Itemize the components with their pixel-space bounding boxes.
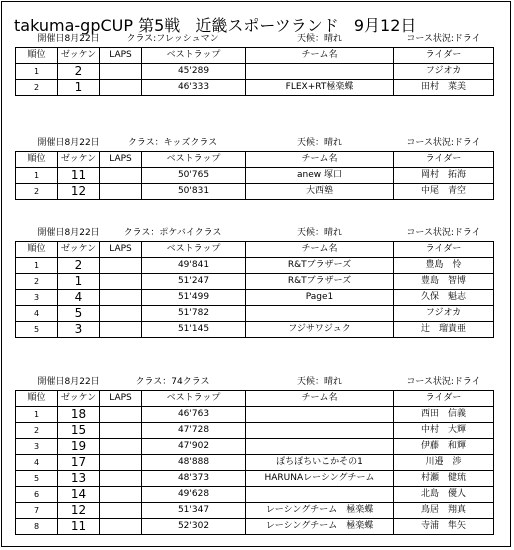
header-rider: ライダー (394, 391, 494, 407)
result-row (16, 471, 494, 487)
cell-laps (100, 407, 142, 423)
cell-team (246, 306, 394, 322)
course-condition: コース状況:ドライ (406, 377, 481, 387)
cell-pos: 5 (16, 322, 58, 338)
cell-num: 15 (58, 423, 100, 439)
race-info-row (16, 375, 494, 391)
event-venue: 近畿スポーツランド (195, 16, 339, 35)
cell-rider: フジオカ (394, 64, 494, 80)
cell-best: 50'831 (142, 184, 246, 200)
cell-best: 49'841 (142, 258, 246, 274)
cell-pos: 1 (16, 64, 58, 80)
cell-best: 45'289 (142, 64, 246, 80)
event-round: 第5戦 (138, 16, 181, 35)
cell-rider: 村瀬 健琉 (394, 471, 494, 487)
race-weather: 天候：晴れ (297, 377, 343, 387)
cell-best: 51'247 (142, 274, 246, 290)
cell-best: 49'628 (142, 487, 246, 503)
results-table (15, 136, 494, 200)
cell-best: 47'902 (142, 439, 246, 455)
cell-num: 1 (58, 274, 100, 290)
race-results-pokebike (15, 226, 493, 338)
cell-team (246, 407, 394, 423)
cell-pos: 4 (16, 455, 58, 471)
header-rank: 順位 (16, 391, 58, 407)
cell-rider: 川邉 渉 (394, 455, 494, 471)
header-team: チーム名 (246, 391, 394, 407)
header-rank: 順位 (16, 152, 58, 168)
cell-best: 51'145 (142, 322, 246, 338)
result-row (16, 274, 494, 290)
cell-num: 14 (58, 487, 100, 503)
race-class: クラス：キッズクラス (127, 138, 218, 148)
cell-best: 48'373 (142, 471, 246, 487)
cell-team (246, 423, 394, 439)
header-rider: ライダー (394, 242, 494, 258)
cell-pos: 5 (16, 471, 58, 487)
cell-best: 46'333 (142, 80, 246, 96)
course-condition: コース状況:ドライ (406, 138, 481, 148)
cell-team: ぽちぽちいこかその1 (246, 455, 394, 471)
header-number: ゼッケン (58, 391, 100, 407)
result-row (16, 407, 494, 423)
cell-pos: 4 (16, 306, 58, 322)
cell-best: 47'728 (142, 423, 246, 439)
result-row (16, 519, 494, 535)
cell-team: レーシングチーム 極楽蝶 (246, 519, 394, 535)
results-table (15, 375, 494, 535)
cell-rider: 北島 優人 (394, 487, 494, 503)
header-laps: LAPS (100, 391, 142, 407)
cell-num: 13 (58, 471, 100, 487)
cell-pos: 2 (16, 80, 58, 96)
cell-laps (100, 168, 142, 184)
header-number: ゼッケン (58, 152, 100, 168)
race-date: 開催日8月22日 (37, 34, 100, 44)
cell-laps (100, 439, 142, 455)
cell-num: 4 (58, 290, 100, 306)
cell-laps (100, 423, 142, 439)
header-laps: LAPS (100, 152, 142, 168)
cell-rider: 西田 信義 (394, 407, 494, 423)
cell-num: 17 (58, 455, 100, 471)
cell-best: 46'763 (142, 407, 246, 423)
header-best-lap: ベストラップ (142, 242, 246, 258)
header-best-lap: ベストラップ (142, 48, 246, 64)
cell-rider: 鳥居 翔真 (394, 503, 494, 519)
cell-laps (100, 503, 142, 519)
column-header-row (16, 242, 494, 258)
cell-best: 48'888 (142, 455, 246, 471)
result-row (16, 290, 494, 306)
header-laps: LAPS (100, 242, 142, 258)
cell-pos: 3 (16, 439, 58, 455)
cell-pos: 1 (16, 407, 58, 423)
event-name: takuma-gpCUP (14, 16, 133, 35)
result-row (16, 168, 494, 184)
result-row (16, 306, 494, 322)
cell-pos: 3 (16, 290, 58, 306)
cell-laps (100, 322, 142, 338)
cell-rider: 岡村 拓海 (394, 168, 494, 184)
race-date: 開催日8月22日 (37, 377, 100, 387)
cell-team: レーシングチーム 極楽蝶 (246, 503, 394, 519)
cell-best: 51'499 (142, 290, 246, 306)
column-header-row (16, 391, 494, 407)
cell-rider: 中村 大輝 (394, 423, 494, 439)
cell-laps (100, 455, 142, 471)
result-row (16, 258, 494, 274)
header-laps: LAPS (100, 48, 142, 64)
cell-num: 18 (58, 407, 100, 423)
cell-rider: 田村 菜美 (394, 80, 494, 96)
column-header-row (16, 48, 494, 64)
result-row (16, 64, 494, 80)
result-row (16, 423, 494, 439)
cell-laps (100, 64, 142, 80)
cell-laps (100, 184, 142, 200)
header-team: チーム名 (246, 242, 394, 258)
cell-rider: 寺浦 隼矢 (394, 519, 494, 535)
race-info-row (16, 226, 494, 242)
header-best-lap: ベストラップ (142, 152, 246, 168)
race-info-row (16, 32, 494, 48)
cell-pos: 1 (16, 258, 58, 274)
cell-rider: 久保 魁志 (394, 290, 494, 306)
header-number: ゼッケン (58, 242, 100, 258)
cell-num: 1 (58, 80, 100, 96)
cell-rider: フジオカ (394, 306, 494, 322)
cell-best: 51'782 (142, 306, 246, 322)
cell-team: anew 塚口 (246, 168, 394, 184)
race-class: クラス:フレッシュマン (126, 34, 219, 44)
cell-team: FLEX+RT極楽蝶 (246, 80, 394, 96)
cell-laps (100, 487, 142, 503)
cell-rider: 辻 瑠貴亜 (394, 322, 494, 338)
cell-team (246, 439, 394, 455)
cell-num: 3 (58, 322, 100, 338)
cell-rider: 豊島 怜 (394, 258, 494, 274)
result-row (16, 184, 494, 200)
result-row (16, 455, 494, 471)
cell-num: 19 (58, 439, 100, 455)
race-date: 開催日8月22日 (37, 228, 100, 238)
race-results-kids (15, 136, 493, 200)
header-rider: ライダー (394, 48, 494, 64)
result-row (16, 439, 494, 455)
result-row (16, 322, 494, 338)
race-class: クラス：74クラス (135, 377, 210, 387)
cell-num: 2 (58, 64, 100, 80)
race-info-row (16, 136, 494, 152)
cell-laps (100, 258, 142, 274)
header-team: チーム名 (246, 152, 394, 168)
cell-best: 51'347 (142, 503, 246, 519)
results-table (15, 226, 494, 338)
cell-rider: 豊島 智博 (394, 274, 494, 290)
cell-num: 11 (58, 168, 100, 184)
race-weather: 天候：晴れ (296, 138, 342, 148)
cell-team: フジサワジュク (246, 322, 394, 338)
cell-team: Page1 (246, 290, 394, 306)
cell-team: R&Tブラザーズ (246, 274, 394, 290)
result-row (16, 503, 494, 519)
race-results-74 (15, 375, 493, 535)
cell-team: HARUNAレーシングチーム (246, 471, 394, 487)
cell-pos: 7 (16, 503, 58, 519)
cell-num: 5 (58, 306, 100, 322)
cell-num: 11 (58, 519, 100, 535)
race-weather: 天候：晴れ (297, 34, 343, 44)
race-weather: 天候：晴れ (296, 228, 342, 238)
cell-num: 12 (58, 503, 100, 519)
race-class: クラス：ポケバイクラス (123, 228, 222, 238)
cell-laps (100, 80, 142, 96)
header-rank: 順位 (16, 242, 58, 258)
cell-team (246, 64, 394, 80)
header-team: チーム名 (246, 48, 394, 64)
cell-laps (100, 519, 142, 535)
cell-team: 大西塾 (246, 184, 394, 200)
cell-best: 52'302 (142, 519, 246, 535)
result-row (16, 80, 494, 96)
cell-team (246, 487, 394, 503)
column-header-row (16, 152, 494, 168)
course-condition: コース状況:ドライ (406, 34, 481, 44)
cell-pos: 2 (16, 423, 58, 439)
cell-num: 12 (58, 184, 100, 200)
header-rider: ライダー (394, 152, 494, 168)
cell-num: 2 (58, 258, 100, 274)
cell-pos: 8 (16, 519, 58, 535)
header-best-lap: ベストラップ (142, 391, 246, 407)
cell-rider: 伊藤 和輝 (394, 439, 494, 455)
cell-laps (100, 471, 142, 487)
course-condition: コース状況:ドライ (406, 228, 481, 238)
header-rank: 順位 (16, 48, 58, 64)
event-date: 9月12日 (353, 16, 417, 35)
cell-rider: 中尾 青空 (394, 184, 494, 200)
cell-pos: 2 (16, 274, 58, 290)
cell-team: R&Tブラザーズ (246, 258, 394, 274)
cell-laps (100, 290, 142, 306)
cell-pos: 2 (16, 184, 58, 200)
race-date: 開催日8月22日 (37, 138, 100, 148)
result-row (16, 487, 494, 503)
cell-best: 50'765 (142, 168, 246, 184)
cell-laps (100, 306, 142, 322)
cell-laps (100, 274, 142, 290)
cell-pos: 1 (16, 168, 58, 184)
cell-pos: 6 (16, 487, 58, 503)
race-results-freshman (15, 32, 493, 96)
header-number: ゼッケン (58, 48, 100, 64)
results-table (15, 32, 494, 96)
